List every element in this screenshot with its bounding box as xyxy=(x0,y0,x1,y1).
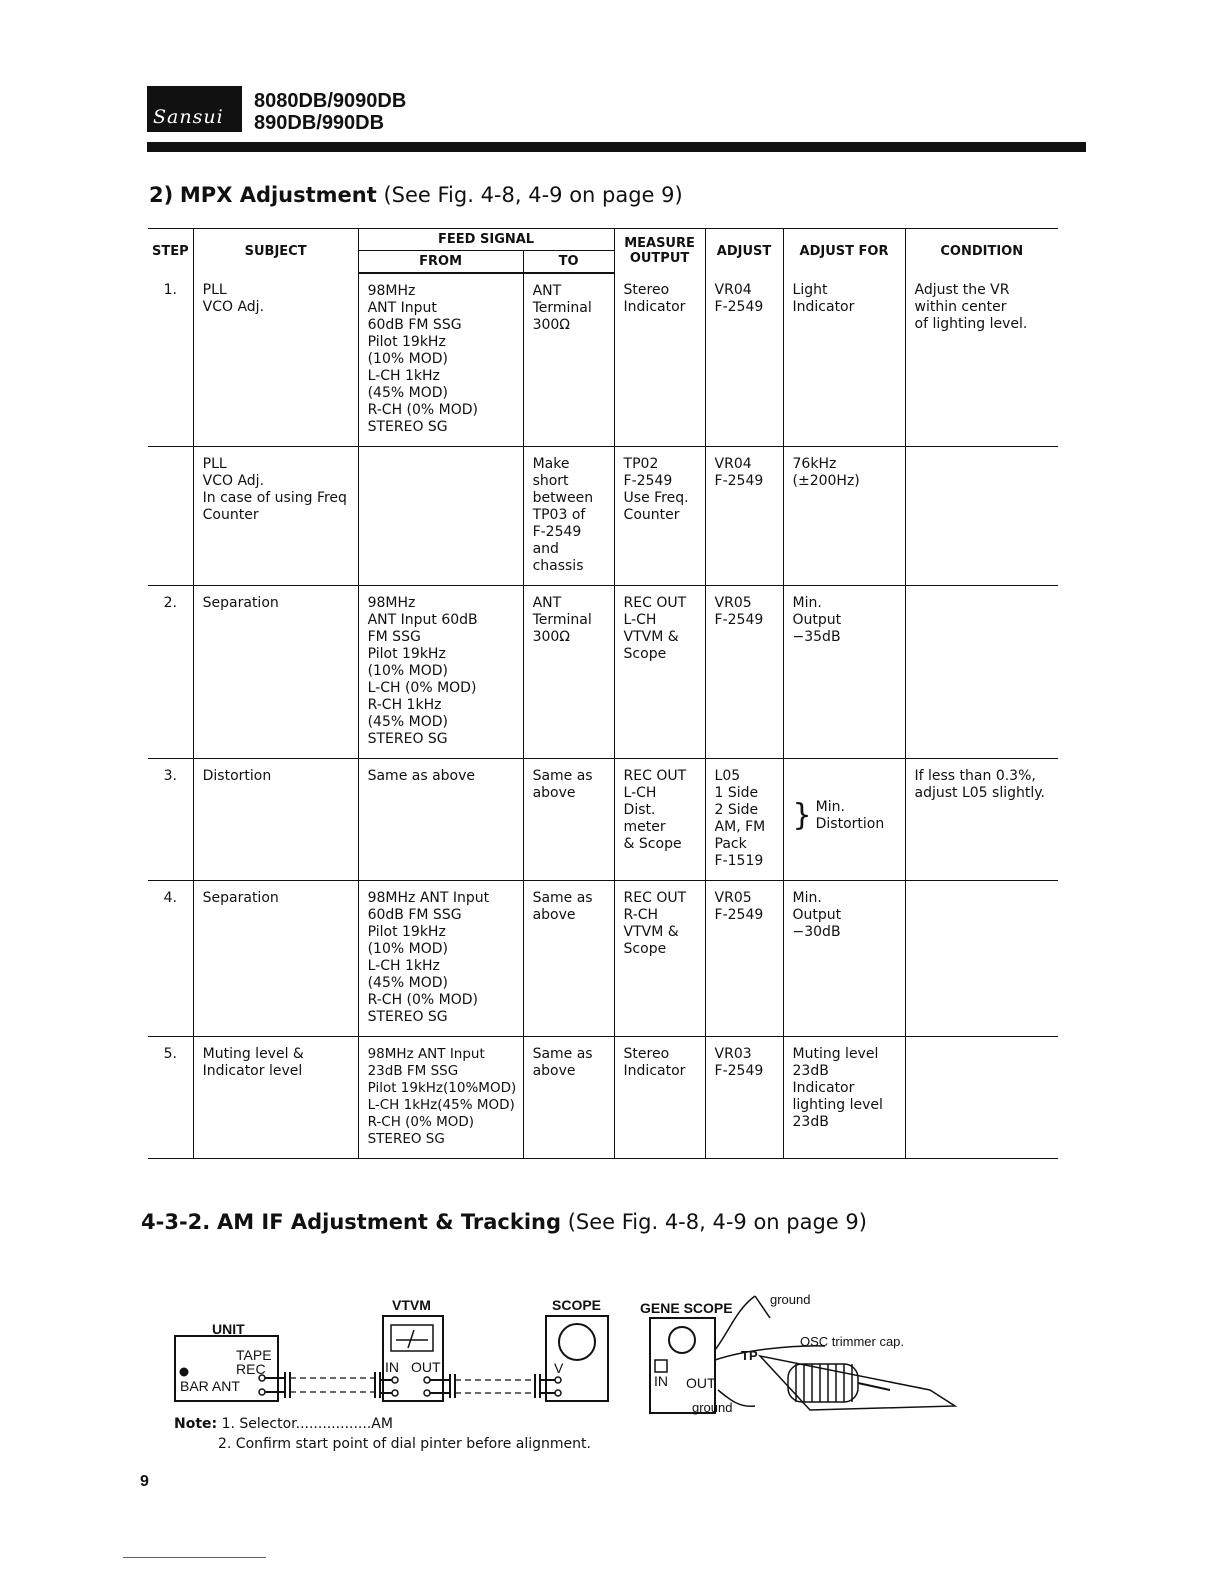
bar-ant-label: BAR ANT xyxy=(180,1378,240,1394)
cell-subject: Distortion xyxy=(193,759,358,881)
cell-subject: Separation xyxy=(193,881,358,1037)
header-adjust-for: ADJUST FOR xyxy=(783,229,905,274)
model-numbers xyxy=(254,90,406,134)
scope-terminal xyxy=(555,1390,561,1396)
tape-label: TAPE xyxy=(236,1347,272,1363)
table-row xyxy=(148,759,1058,881)
cell-step: 2. xyxy=(148,586,193,759)
cell-to: Same as above xyxy=(523,1037,614,1159)
table-row xyxy=(148,1037,1058,1159)
gene-scope-screen-icon xyxy=(669,1327,695,1353)
vtvm-in-terminal xyxy=(392,1377,398,1383)
section-title: MPX Adjustment xyxy=(179,183,377,207)
header-feed-signal: FEED SIGNAL xyxy=(358,229,614,251)
cell-step: 5. xyxy=(148,1037,193,1159)
header-from: FROM xyxy=(358,251,523,274)
cell-from: 98MHz ANT Input 60dB FM SSG Pilot 19kHz (10% MOD) L-CH (0% MOD) R-CH 1kHz (45% MOD) STEREO SG xyxy=(358,586,523,759)
cell-condition xyxy=(905,586,1058,759)
cell-adjust: VR05 F-2549 xyxy=(705,881,783,1037)
scope-v-label: V xyxy=(554,1360,564,1376)
cell-adjust: L05 1 Side 2 Side AM, FM Pack F-1519 xyxy=(705,759,783,881)
brace-glyph: } xyxy=(792,798,812,833)
header-subject: SUBJECT xyxy=(193,229,358,274)
vtvm-out-terminal xyxy=(424,1390,430,1396)
cell-to: Same as above xyxy=(523,881,614,1037)
note-item-2: 2. Confirm start point of dial pinter before alignment. xyxy=(218,1436,591,1452)
cell-measure: TP02 F-2549 Use Freq. Counter xyxy=(614,447,705,586)
unit-label: UNIT xyxy=(212,1321,245,1337)
cell-subject: Separation xyxy=(193,586,358,759)
gene-scope-label: GENE SCOPE xyxy=(640,1300,733,1316)
gene-scope-out-label: OUT xyxy=(686,1375,716,1391)
cell-measure: Stereo Indicator xyxy=(614,1037,705,1159)
model-line-1: 8080DB/9090DB xyxy=(254,90,407,112)
note-1-value: AM xyxy=(371,1416,393,1432)
cell-to: Same as above xyxy=(523,759,614,881)
cell-condition xyxy=(905,1037,1058,1159)
note-1-dots: ................. xyxy=(295,1416,372,1432)
cell-to: Make short between TP03 of F-2549 and chassis xyxy=(523,447,614,586)
cell-step: 3. xyxy=(148,759,193,881)
header-step: STEP xyxy=(148,229,193,274)
header-condition: CONDITION xyxy=(905,229,1058,274)
vtvm-in-terminal xyxy=(392,1390,398,1396)
bar-antenna-coil-icon xyxy=(788,1364,858,1402)
cell-step xyxy=(148,447,193,586)
table-row xyxy=(148,447,1058,586)
vtvm-needle xyxy=(396,1330,428,1348)
cell-to: ANT Terminal 300Ω xyxy=(523,273,614,447)
cell-adjust: VR04 F-2549 xyxy=(705,447,783,586)
cell-adjust: VR05 F-2549 xyxy=(705,586,783,759)
cell-subject: Muting level & Indicator level xyxy=(193,1037,358,1159)
vtvm-to-scope-cable xyxy=(455,1380,535,1393)
cell-measure: REC OUT L-CH VTVM & Scope xyxy=(614,586,705,759)
cell-from: Same as above xyxy=(358,759,523,881)
cell-subject: PLL VCO Adj. In case of using Freq Counter xyxy=(193,447,358,586)
tp-label: TP xyxy=(741,1348,758,1363)
cell-adjust-for: Min. Output −30dB xyxy=(783,881,905,1037)
scope-box xyxy=(546,1316,608,1401)
bar-ant-terminal xyxy=(259,1389,265,1395)
footer-rule xyxy=(123,1557,266,1558)
page-number: 9 xyxy=(140,1473,149,1490)
header-to: TO xyxy=(523,251,614,274)
mpx-adjustment-table xyxy=(148,228,1058,1159)
section-reference: (See Fig. 4-8, 4-9 on page 9) xyxy=(567,1210,867,1234)
header-adjust: ADJUST xyxy=(705,229,783,274)
section-title-am-if xyxy=(141,1210,867,1234)
table-row xyxy=(148,586,1058,759)
cell-to: ANT Terminal 300Ω xyxy=(523,586,614,759)
vtvm-label: VTVM xyxy=(392,1297,431,1313)
section-number: 2) xyxy=(149,183,174,207)
section-reference: (See Fig. 4-8, 4-9 on page 9) xyxy=(383,183,683,207)
vtvm-in-label: IN xyxy=(385,1359,399,1375)
section-number: 4-3-2. xyxy=(141,1210,211,1234)
header-rule xyxy=(147,142,1086,152)
vtvm-out-terminal xyxy=(424,1377,430,1383)
sansui-logo xyxy=(147,86,242,132)
unit-indicator-dot xyxy=(180,1368,188,1376)
scope-label: SCOPE xyxy=(552,1297,602,1313)
osc-trimmer-label: OSC trimmer cap. xyxy=(800,1334,905,1349)
cell-step: 1. xyxy=(163,282,177,298)
section-title-mpx xyxy=(149,183,683,207)
scope-screen-icon xyxy=(559,1324,595,1360)
cell-adjust-for: 76kHz (±200Hz) xyxy=(783,447,905,586)
adjust-for-text: Min. Distortion xyxy=(815,799,885,832)
rec-label: REC xyxy=(236,1361,266,1377)
scope-terminal xyxy=(555,1377,561,1383)
table-row xyxy=(148,881,1058,1037)
header-measure-output: MEASURE OUTPUT xyxy=(614,229,705,274)
cell-from: 98MHz ANT Input 23dB FM SSG Pilot 19kHz(10%MOD) L-CH 1kHz(45% MOD) R-CH (0% MOD) STEREO SG xyxy=(358,1037,523,1159)
cell-measure: REC OUT R-CH VTVM & Scope xyxy=(614,881,705,1037)
coil-windings xyxy=(796,1364,852,1402)
cell-adjust: VR04 F-2549 xyxy=(705,273,783,447)
unit-to-vtvm-cable xyxy=(290,1378,375,1392)
cell-adjust-for: Muting level 23dB Indicator lighting level 23dB xyxy=(783,1037,905,1159)
ground-label-top: ground xyxy=(770,1292,811,1307)
cell-adjust-for: Min. Output −35dB xyxy=(783,586,905,759)
note-item-1 xyxy=(174,1414,591,1434)
cell-from xyxy=(358,447,523,586)
brand-name: Sansui xyxy=(153,106,224,128)
cell-from: 98MHz ANT Input 60dB FM SSG Pilot 19kHz (10% MOD) L-CH 1kHz (45% MOD) R-CH (0% MOD) STEREO SG xyxy=(358,881,523,1037)
cell-subject: PLL VCO Adj. xyxy=(193,273,358,447)
gene-scope-switch-icon xyxy=(655,1360,667,1372)
cell-adjust: VR03 F-2549 xyxy=(705,1037,783,1159)
cell-adjust-for xyxy=(783,759,905,881)
cell-adjust-for: Light Indicator xyxy=(783,273,905,447)
cell-measure: REC OUT L-CH Dist. meter & Scope xyxy=(614,759,705,881)
cell-condition xyxy=(905,447,1058,586)
vtvm-out-label: OUT xyxy=(411,1359,441,1375)
table-row xyxy=(148,273,1058,447)
section-title: AM IF Adjustment & Tracking xyxy=(216,1210,562,1234)
note-1-prefix: 1. Selector xyxy=(221,1416,296,1432)
am-if-connection-diagram xyxy=(170,1290,970,1420)
cell-condition: Adjust the VR within center of lighting level. xyxy=(905,273,1058,447)
note-label: Note: xyxy=(174,1416,218,1432)
gene-scope-box xyxy=(650,1318,715,1413)
cell-step: 4. xyxy=(148,881,193,1037)
cell-from: 98MHz ANT Input 60dB FM SSG Pilot 19kHz (10% MOD) L-CH 1kHz (45% MOD) R-CH (0% MOD) STEREO SG xyxy=(358,273,523,447)
model-line-2: 890DB/990DB xyxy=(254,112,385,134)
cell-measure: Stereo Indicator xyxy=(614,273,705,447)
notes xyxy=(174,1414,591,1454)
cell-condition: If less than 0.3%, adjust L05 slightly. xyxy=(905,759,1058,881)
coil-shaft xyxy=(858,1383,890,1390)
cell-condition xyxy=(905,881,1058,1037)
ground-label-bottom: ground xyxy=(692,1400,733,1415)
gene-scope-in-label: IN xyxy=(654,1373,668,1389)
